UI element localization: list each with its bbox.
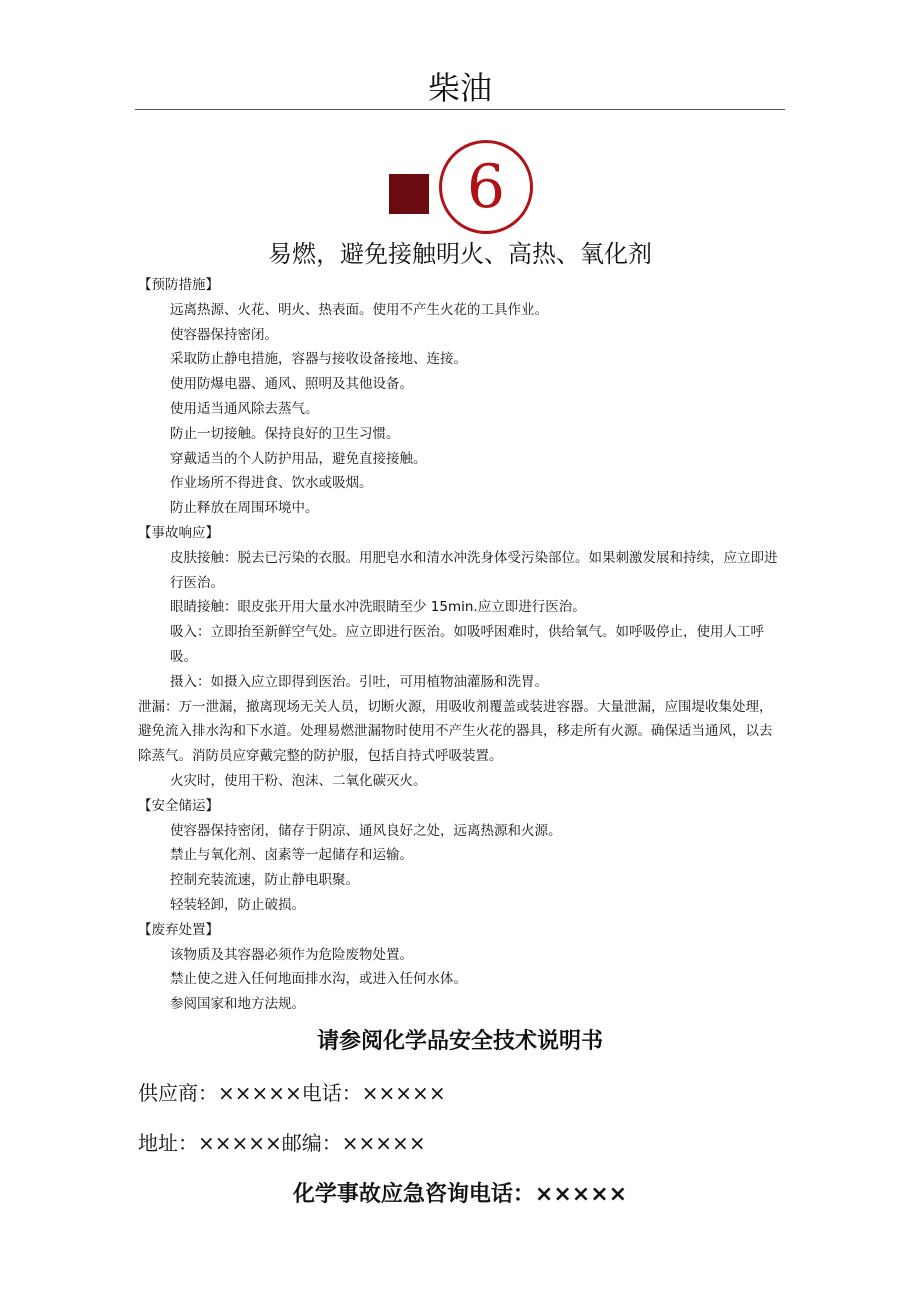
response-leak: 泄漏：万一泄漏，撤离现场无关人员，切断火源，用吸收剂覆盖或装进容器。大量泄漏，应围堤收集处理，避免流入排水沟和下水道。处理易燃泄漏物时使用不产生火花的器具，移走所有火源。确保适当通风，以去除蒸气。消防员应穿戴完整的防护服，包括自持式呼吸装置。: [138, 698, 773, 765]
response-inhale: 吸入：立即抬至新鲜空气处。应立即进行医治。如吸呼困难时，供给氧气。如呼吸停止，使用人工呼吸。: [170, 624, 764, 665]
response-eyes: 眼睛接触：眼皮张开用大量水冲洗眼睛至少 15min.应立即进行医治。: [170, 599, 586, 616]
list-item: 使容器保持密闭，储存于阴凉、通风良好之处，远离热源和火源。: [170, 822, 562, 839]
list-item: 作业场所不得进食、饮水或吸烟。: [170, 475, 373, 492]
hazard-square-icon: [389, 174, 429, 214]
hazard-warning: 易燃，避免接触明火、高热、氧化剂: [268, 240, 652, 268]
list-item: 使用适当通风除去蒸气。: [170, 400, 319, 417]
list-item: 禁止使之进入任何地面排水沟，或进入任何水体。: [170, 971, 467, 988]
list-item: 远离热源、火花、明火、热表面。使用不产生火花的工具作业。: [170, 301, 548, 318]
list-item: 禁止与氧化剂、卤素等一起储存和运输。: [170, 847, 413, 864]
section-header-storage: 【安全储运】: [138, 797, 219, 814]
list-item: 参阅国家和地方法规。: [170, 996, 305, 1013]
list-item: 控制充装流速，防止静电职聚。: [170, 872, 359, 889]
response-fire: 火灾时，使用干粉、泡沫、二氧化碳灭火。: [170, 772, 427, 789]
hazard-class-circle-icon: 6: [439, 140, 533, 234]
title-divider: [135, 109, 785, 110]
section-header-response: 【事故响应】: [138, 524, 219, 541]
list-item: 使用防爆电器、通风、照明及其他设备。: [170, 376, 413, 393]
sds-reference: 请参阅化学品安全技术说明书: [316, 1029, 603, 1054]
precautions-body: [138, 273, 784, 1017]
section-header-prevention: 【预防措施】: [138, 277, 219, 293]
list-item: 穿戴适当的个人防护用品，避免直接接触。: [170, 450, 427, 467]
page-title: 柴油: [427, 69, 492, 107]
list-item: 该物质及其容器必须作为危险废物处置。: [170, 946, 413, 963]
response-skin: 皮肤接触：脱去已污染的衣服。用肥皂水和清水冲洗身体受污染部位。如果刺激发展和持续，应立即进行医治。: [170, 549, 778, 591]
supplier-phone: 供应商：×××××电话：×××××: [138, 1081, 446, 1105]
address-zip: 地址：×××××邮编：×××××: [138, 1131, 426, 1155]
section-header-disposal: 【废弃处置】: [138, 921, 219, 938]
emergency-phone: 化学事故应急咨询电话：×××××: [292, 1182, 628, 1207]
list-item: 使容器保持密闭。: [170, 326, 278, 343]
list-item: 轻装轻卸，防止破损。: [170, 896, 305, 913]
list-item: 采取防止静电措施，容器与接收设备接地、连接。: [170, 351, 467, 368]
list-item: 防止释放在周围环境中。: [170, 500, 319, 517]
list-item: 防止一切接触。保持良好的卫生习惯。: [170, 425, 400, 442]
response-ingest: 摄入：如摄入应立即得到医治。引吐，可用植物油灌肠和洗胃。: [170, 673, 548, 690]
